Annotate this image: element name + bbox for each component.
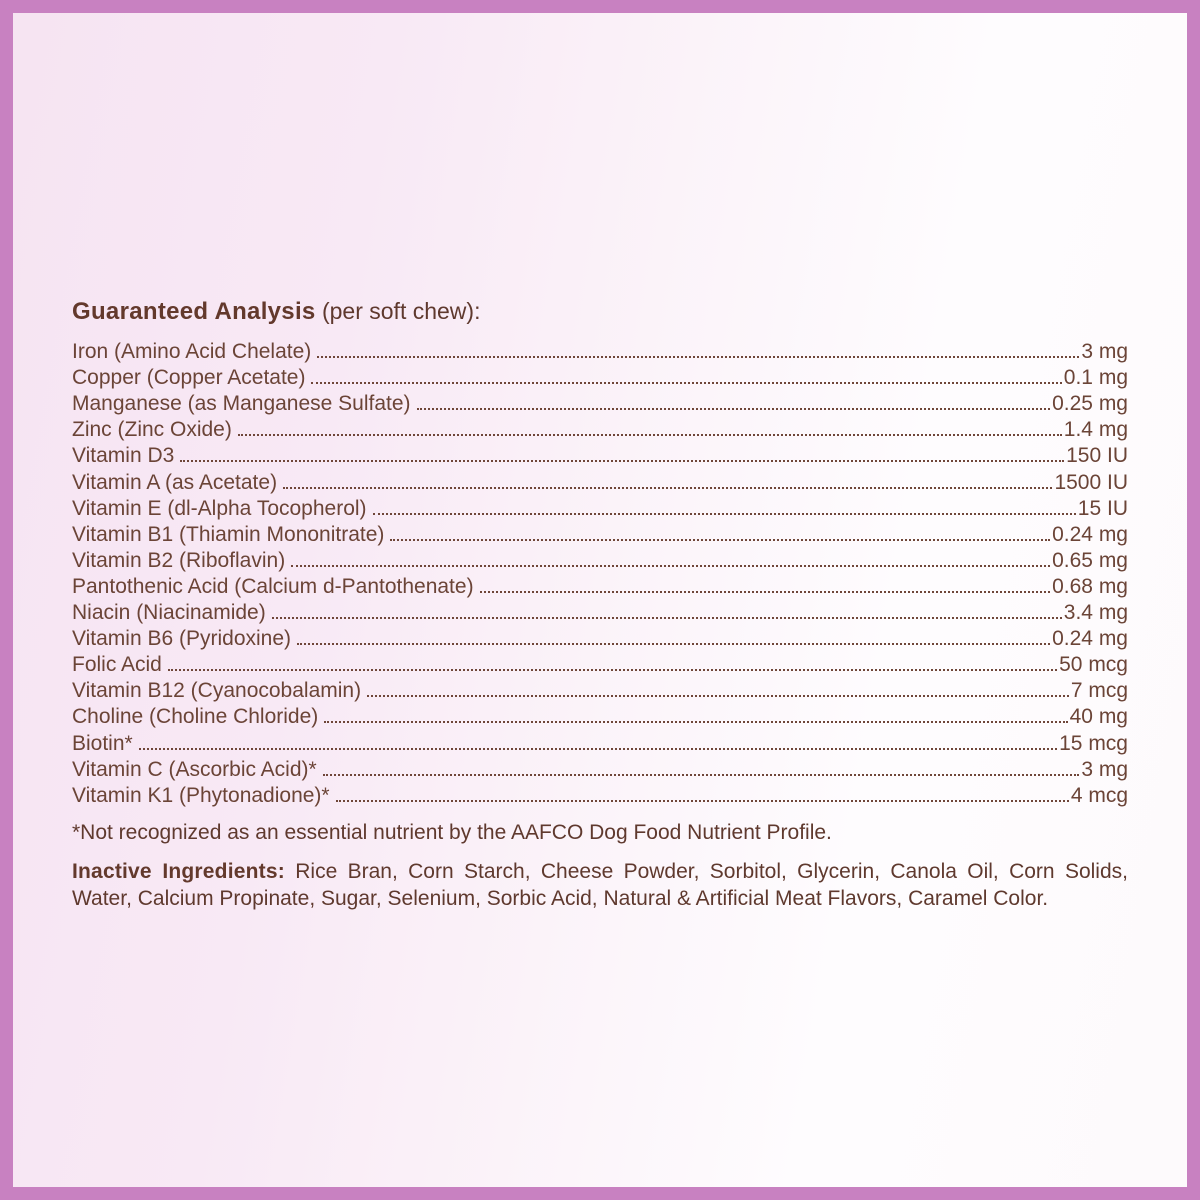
analysis-row: [72, 416, 1128, 442]
nutrient-name: Copper (Copper Acetate): [72, 366, 306, 390]
nutrient-name: Vitamin B1 (Thiamin Mononitrate): [72, 522, 385, 546]
analysis-row: [72, 390, 1128, 416]
nutrient-name: Vitamin K1 (Phytonadione)*: [72, 783, 330, 807]
dotted-leader: [291, 565, 1050, 567]
nutrient-value: 0.68 mg: [1052, 574, 1128, 598]
nutrient-value: 3 mg: [1081, 340, 1128, 364]
nutrient-name: Choline (Choline Chloride): [72, 705, 319, 729]
nutrient-name: Vitamin B2 (Riboflavin): [72, 548, 286, 572]
dotted-leader: [180, 460, 1064, 462]
nutrient-name: Vitamin C (Ascorbic Acid)*: [72, 757, 317, 781]
analysis-row: [72, 729, 1128, 755]
nutrient-name: Iron (Amino Acid Chelate): [72, 340, 312, 364]
dotted-leader: [323, 774, 1080, 776]
dotted-leader: [480, 591, 1051, 593]
dotted-leader: [168, 669, 1057, 671]
dotted-leader: [139, 748, 1057, 750]
dotted-leader: [324, 721, 1067, 723]
dotted-leader: [336, 800, 1069, 802]
analysis-row: [72, 547, 1128, 573]
heading-suffix: (per soft chew):: [315, 298, 481, 324]
nutrient-value: 0.24 mg: [1052, 627, 1128, 651]
nutrient-name: Folic Acid: [72, 653, 162, 677]
nutrient-name: Vitamin B6 (Pyridoxine): [72, 627, 292, 651]
dotted-leader: [373, 513, 1076, 515]
analysis-row: [72, 573, 1128, 599]
nutrient-value: 3.4 mg: [1063, 601, 1128, 625]
analysis-row: [72, 442, 1128, 468]
nutrient-value: 150 IU: [1066, 444, 1128, 468]
nutrient-value: 4 mcg: [1070, 783, 1128, 807]
analysis-row: [72, 338, 1128, 364]
analysis-row: [72, 521, 1128, 547]
nutrient-value: 15 IU: [1077, 496, 1128, 520]
analysis-row: [72, 599, 1128, 625]
nutrient-name: Vitamin D3: [72, 444, 175, 468]
nutrient-name: Pantothenic Acid (Calcium d-Pantothenate): [72, 574, 474, 598]
nutrient-name: Vitamin E (dl-Alpha Tocopherol): [72, 496, 367, 520]
dotted-leader: [238, 434, 1062, 436]
analysis-row: [72, 495, 1128, 521]
analysis-rows: [72, 338, 1128, 808]
nutrient-value: 0.1 mg: [1063, 366, 1128, 390]
aafco-footnote: *Not recognized as an essential nutrient by the AAFCO Dog Food Nutrient Profile.: [72, 820, 832, 844]
nutrient-value: 1500 IU: [1054, 470, 1128, 494]
analysis-row: [72, 782, 1128, 808]
nutrient-value: 0.65 mg: [1052, 548, 1128, 572]
dotted-leader: [390, 539, 1050, 541]
nutrient-name: Biotin*: [72, 731, 133, 755]
inactive-ingredients-label: Inactive Ingredients:: [72, 859, 285, 883]
inactive-ingredients: [72, 858, 1128, 913]
nutrient-name: Manganese (as Manganese Sulfate): [72, 392, 411, 416]
nutrient-name: Vitamin A (as Acetate): [72, 470, 278, 494]
dotted-leader: [317, 356, 1079, 358]
dotted-leader: [283, 487, 1052, 489]
dotted-leader: [311, 382, 1061, 384]
nutrient-value: 50 mcg: [1059, 653, 1128, 677]
inactive-ingredients-text: Rice Bran, Corn Starch, Cheese Powder, Sorbitol, Glycerin, Canola Oil, Corn Solids, Water, Calcium Propinate, Sugar, Selenium, Sorbic Acid, Natural & Artificial Meat Flavors, Caramel Color.: [72, 859, 1128, 911]
dotted-leader: [367, 695, 1069, 697]
dotted-leader: [272, 617, 1062, 619]
analysis-row: [72, 677, 1128, 703]
nutrient-name: Vitamin B12 (Cyanocobalamin): [72, 679, 362, 703]
analysis-row: [72, 625, 1128, 651]
analysis-row: [72, 468, 1128, 494]
heading-title: Guaranteed Analysis: [72, 298, 316, 325]
analysis-row: [72, 756, 1128, 782]
nutrient-value: 15 mcg: [1059, 731, 1128, 755]
nutrient-value: 40 mg: [1069, 705, 1128, 729]
nutrient-value: 7 mcg: [1070, 679, 1128, 703]
nutrient-value: 0.24 mg: [1052, 522, 1128, 546]
dotted-leader: [417, 408, 1051, 410]
analysis-row: [72, 703, 1128, 729]
analysis-row: [72, 651, 1128, 677]
nutrient-value: 1.4 mg: [1063, 418, 1128, 442]
label-content: [72, 297, 1128, 913]
nutrient-name: Zinc (Zinc Oxide): [72, 418, 232, 442]
nutrient-value: 3 mg: [1081, 757, 1128, 781]
guaranteed-analysis-heading: [72, 297, 1128, 329]
nutrient-name: Niacin (Niacinamide): [72, 601, 266, 625]
analysis-row: [72, 364, 1128, 390]
dotted-leader: [297, 643, 1050, 645]
nutrient-value: 0.25 mg: [1052, 392, 1128, 416]
